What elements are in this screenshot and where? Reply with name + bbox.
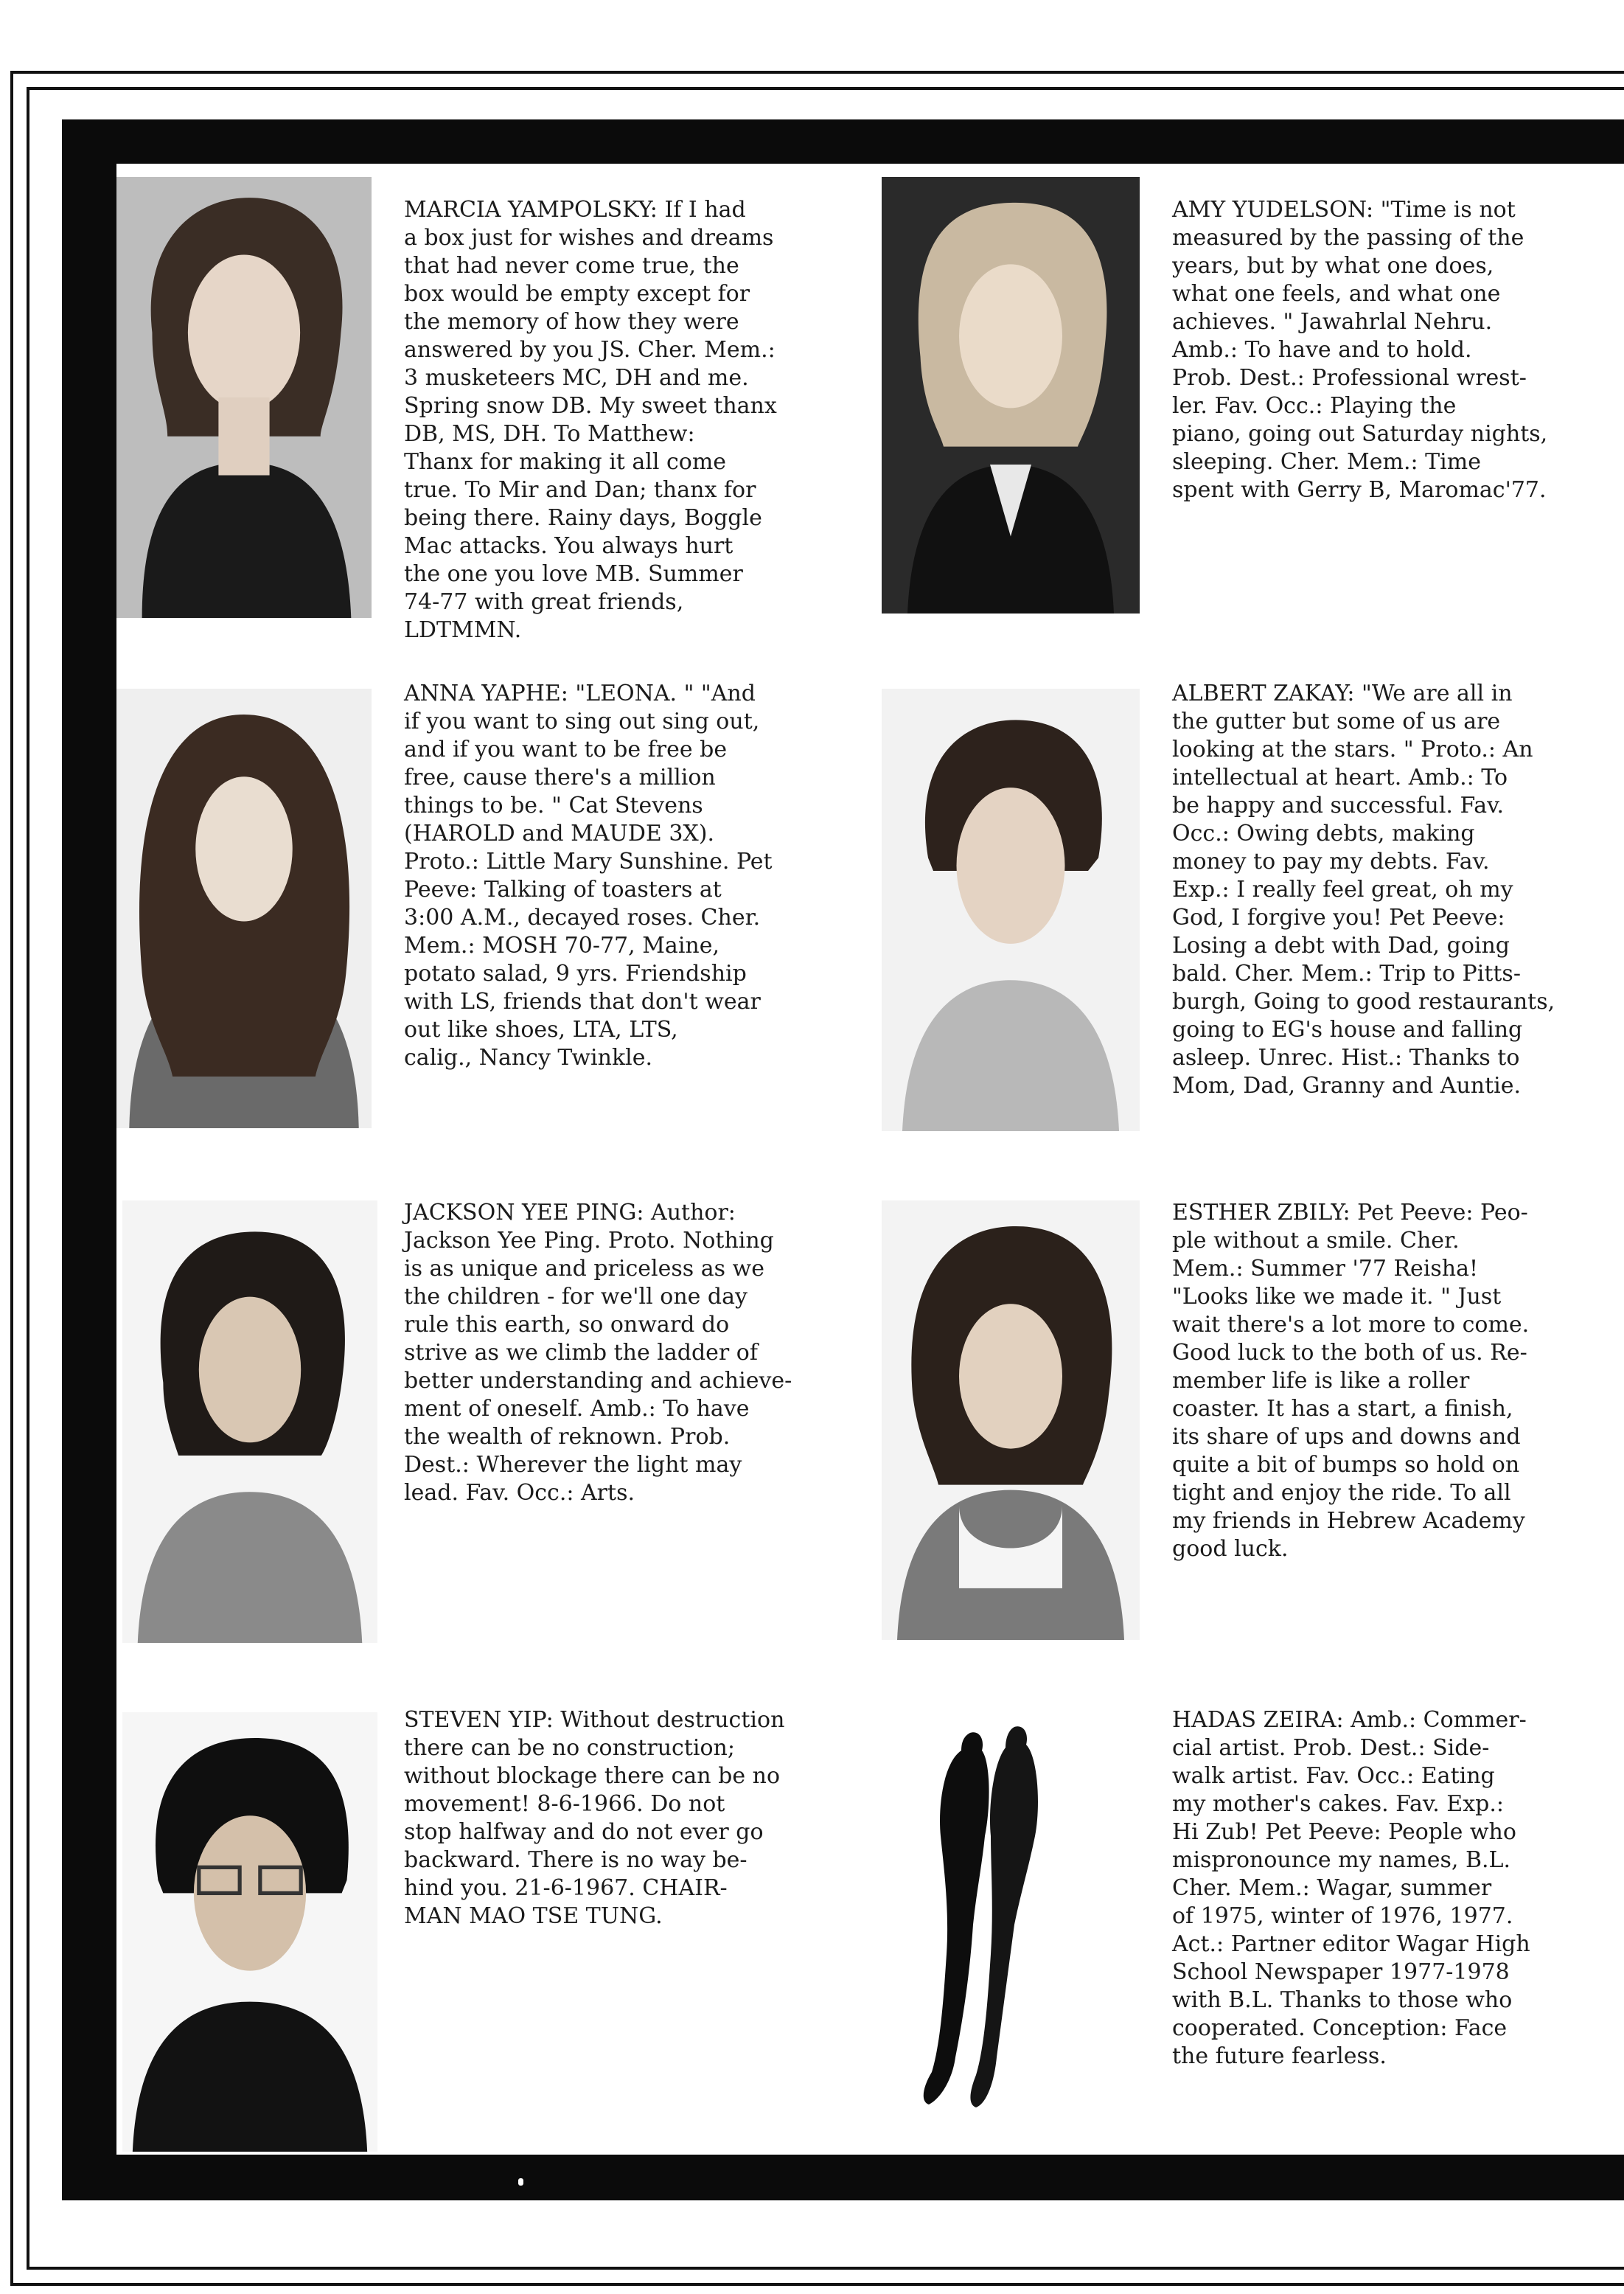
silhouette-figures-illustration [911, 1718, 1059, 2109]
entry-jackson-yee-ping: JACKSON YEE PING: Author: Jackson Yee Ping. Proto. Nothing is as unique and priceless as we the children - for we'll one day rule this earth, so onward do strive as we climb the ladder of better understanding and achieve- ment of oneself. Amb.: To have the wealth of reknown. Prob. Dest.: Wherever the light may lead. Fav. Occ.: Arts. [404, 1200, 792, 1506]
portrait-photo-jackson-yee-ping [122, 1200, 377, 1643]
portrait-photo-albert-zakay [882, 689, 1140, 1131]
speck [518, 2178, 523, 2186]
portrait-photo-anna-yaphe [116, 689, 372, 1128]
entry-albert-zakay: ALBERT ZAKAY: "We are all in the gutter but some of us are looking at the stars. " Proto.: An intellectual at heart. Amb.: To be happy and successful. Fav. Occ.: Owing debts, making money to pay my debts. Fav. Exp.: I really feel great, oh my God, I forgive you! Pet Peeve: Losing a debt with Dad, going bald. Cher. Mem.: Trip to Pitts- burgh, Going to good restaurants, going to EG's house and falling asleep. Unrec. Hist.: Thanks to Mom, Dad, Granny and Auntie. [1172, 681, 1555, 1099]
entry-amy-yudelson: AMY YUDELSON: "Time is not measured by the passing of the years, but by what one does, what one feels, and what one achieves. " Jawahrlal Nehru. Amb.: To have and to hold. Prob. Dest.: Professional wrest- ler. Fav. Occ.: Playing the piano, going out Saturday nights, sleeping. Cher. Mem.: Time spent with Gerry B, Maromac'77. [1172, 197, 1548, 503]
portrait-photo-esther-zbily [882, 1200, 1140, 1640]
entry-esther-zbily: ESTHER ZBILY: Pet Peeve: Peo- ple without a smile. Cher. Mem.: Summer '77 Reisha! "Looks like we made it. " Just wait there's a lot more to come. Good luck to the both of us. Re- member life is like a roller coaster. It has a start, a finish, its share of ups and downs and quite a bit of bumps so hold on tight and enjoy the ride. To all my friends in Hebrew Academy good luck. [1172, 1200, 1530, 1562]
entry-steven-yip: STEVEN YIP: Without destruction there can be no construction; without blockage there can be no movement! 8-6-1966. Do not stop halfway and do not ever go backward. There is no way be- hind you. 21-6-1967. CHAIR- MAN MAO TSE TUNG. [404, 1707, 785, 1929]
entry-hadas-zeira: HADAS ZEIRA: Amb.: Commer- cial artist. Prob. Dest.: Side- walk artist. Fav. Occ.: Eating my mother's cakes. Fav. Exp.: Hi Zub! Pet Peeve: People who mispronounce my names, B.L. Cher. Mem.: Wagar, summer of 1975, winter of 1976, 1977. Act.: Partner editor Wagar High School Newspaper 1977-1978 with B.L. Thanks to those who cooperated. Conception: Face the future fearless. [1172, 1707, 1530, 2069]
entry-marcia-yampolsky: MARCIA YAMPOLSKY: If I had a box just for wishes and dreams that had never come true, the box would be empty except for the memory of how they were answered by you JS. Cher. Mem.: 3 musketeers MC, DH and me. Spring snow DB. My sweet thanx DB, MS, DH. To Matthew: Thanx for making it all come true. To Mir and Dan; thanx for being there. Rainy days, Boggle Mac attacks. You always hurt the one you love MB. Summer 74-77 with great friends, LDTMMN. [404, 197, 777, 643]
portrait-photo-marcia-yampolsky [116, 177, 372, 618]
portrait-photo-amy-yudelson [882, 177, 1140, 614]
entry-anna-yaphe: ANNA YAPHE: "LEONA. " "And if you want to sing out sing out, and if you want to be free be free, cause there's a million things to be. " Cat Stevens (HAROLD and MAUDE 3X). Proto.: Little Mary Sunshine. Pet Peeve: Talking of toasters at 3:00 A.M., decayed roses. Cher. Mem.: MOSH 70-77, Maine, potato salad, 9 yrs. Friendship with LS, friends that don't wear out like shoes, LTA, LTS, calig., Nancy Twinkle. [404, 681, 773, 1071]
portrait-photo-steven-yip [122, 1712, 377, 2152]
